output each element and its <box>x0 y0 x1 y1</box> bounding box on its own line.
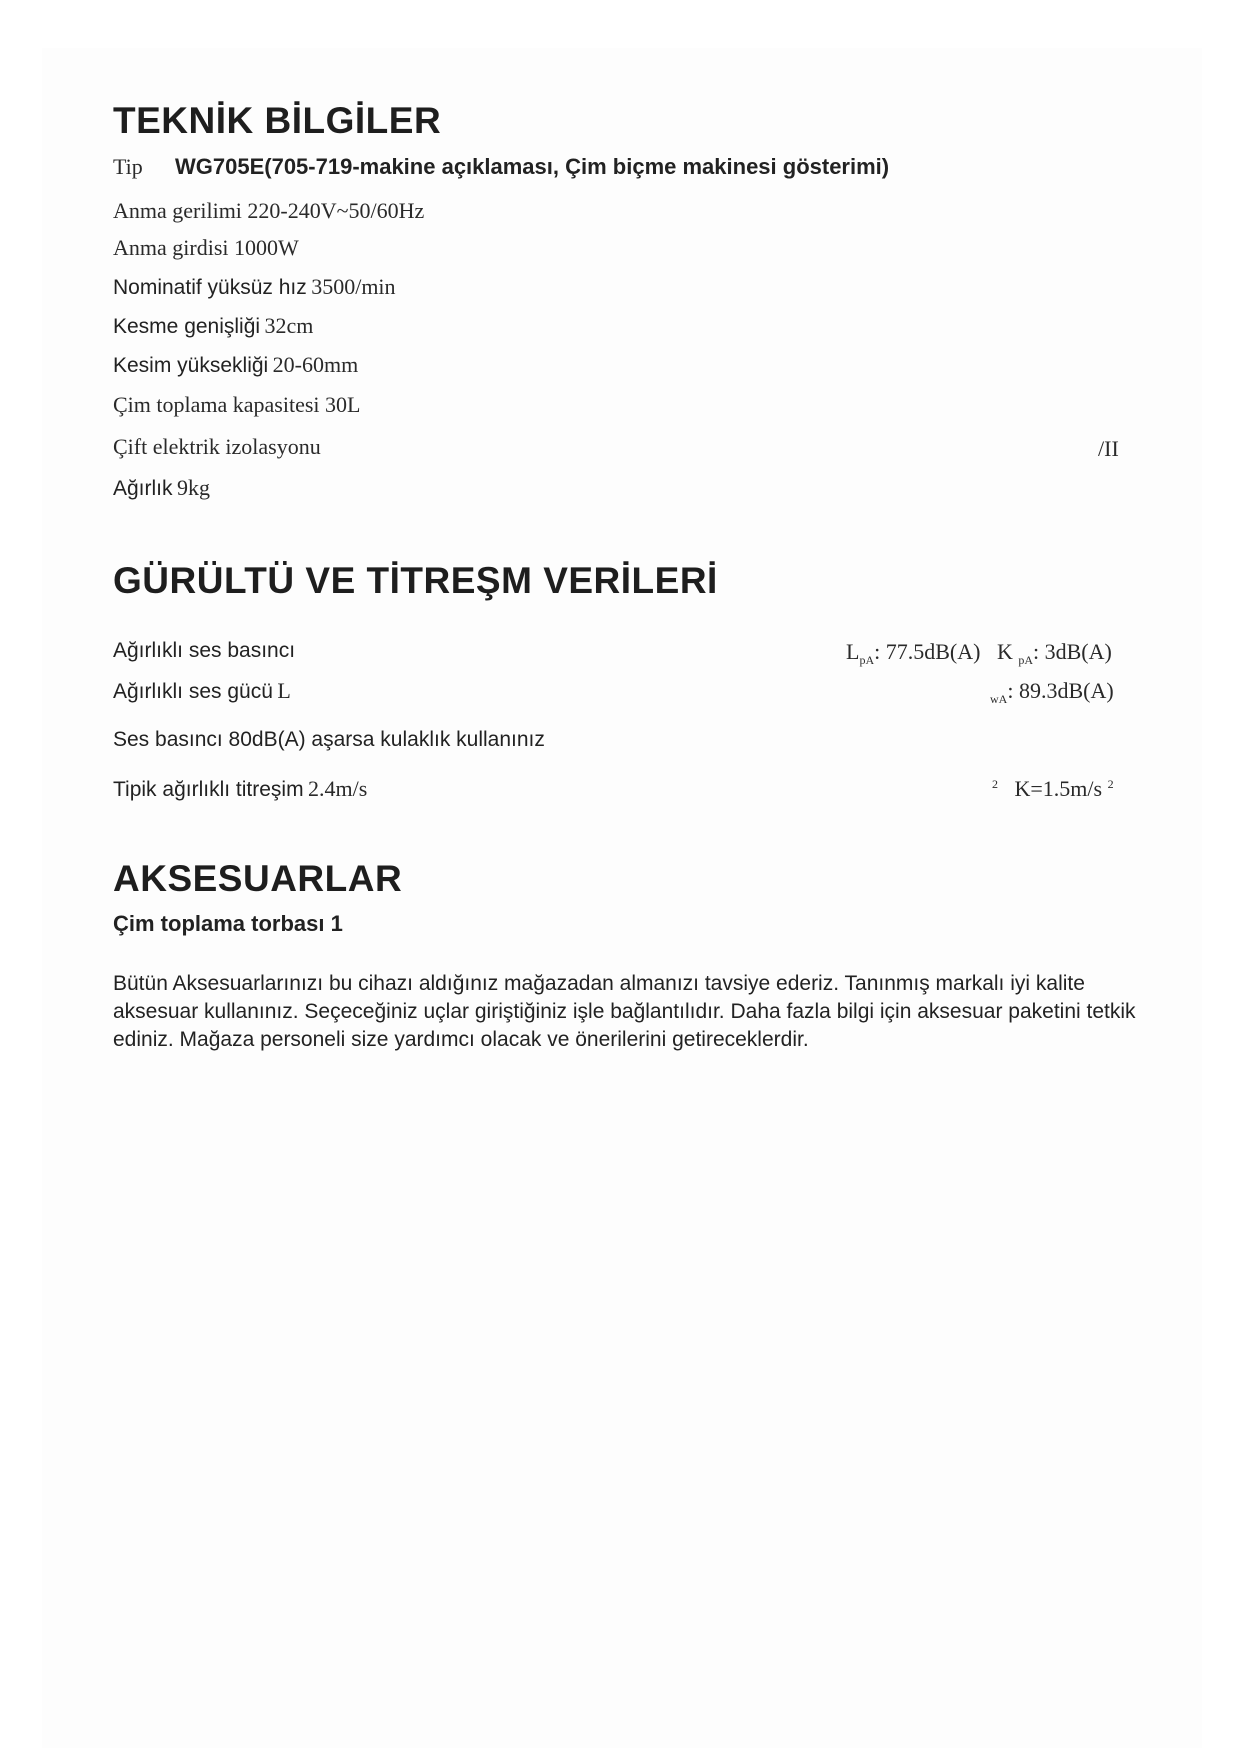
cutting-width-label: Kesme genişliği <box>113 315 261 338</box>
rated-input-label: Anma girdisi <box>113 235 229 260</box>
sound-power-subscript: wA <box>990 692 1008 706</box>
sound-power-L: L <box>277 678 291 703</box>
cutting-height-label: Kesim yüksekliği <box>113 354 269 377</box>
sound-power-row <box>113 678 291 704</box>
cutting-width-value: 32cm <box>264 313 314 338</box>
sound-pressure-values <box>846 639 1112 668</box>
noise-heading: GÜRÜLTÜ VE TİTREŞM VERİLERİ <box>113 560 718 601</box>
pressure-K-value: : 3dB(A) <box>1033 639 1112 664</box>
vibration-right <box>992 776 1114 802</box>
vibration-K: K=1.5m/s <box>1014 776 1103 801</box>
vibration-label: Tipik ağırlıklı titreşim <box>113 778 304 801</box>
tip-label: Tip <box>113 154 143 179</box>
vibration-value: 2.4m/s <box>308 776 368 801</box>
double-insulation-label: Çift elektrik izolasyonu <box>113 434 321 459</box>
sound-power-values <box>990 678 1114 707</box>
grass-capacity-value: 30L <box>325 392 361 417</box>
rated-voltage-label: Anma gerilimi <box>113 198 242 223</box>
pressure-L-subscript: pA <box>859 653 875 667</box>
vibration-K-exponent: 2 <box>1107 777 1114 791</box>
cutting-width-row <box>113 313 313 339</box>
sound-pressure-label: Ağırlıklı ses basıncı <box>113 639 296 662</box>
rated-input-row <box>113 235 299 261</box>
vibration-exponent: 2 <box>992 777 998 791</box>
accessory-item: Çim toplama torbası 1 <box>113 911 343 936</box>
grass-capacity-label: Çim toplama kapasitesi <box>113 392 320 417</box>
double-insulation-value: /II <box>1098 436 1119 461</box>
pressure-K: K <box>996 639 1013 664</box>
cutting-height-value: 20-60mm <box>272 352 359 377</box>
vibration-row <box>113 776 367 802</box>
weight-value: 9kg <box>176 475 210 500</box>
sound-power-label: Ağırlıklı ses gücü <box>113 680 273 703</box>
rated-voltage-row <box>113 198 424 224</box>
weight-label: Ağırlık <box>113 477 173 500</box>
grass-capacity-row <box>113 392 360 418</box>
tip-row <box>113 154 143 180</box>
pressure-K-subscript: pA <box>1018 653 1034 667</box>
rated-voltage-value: 220-240V~50/60Hz <box>247 198 425 223</box>
accessories-heading: AKSESUARLAR <box>113 858 403 899</box>
technical-heading: TEKNİK BİLGİLER <box>113 100 442 141</box>
rated-input-value: 1000W <box>234 235 299 260</box>
no-load-speed-row <box>113 274 396 300</box>
pressure-value: : 77.5dB(A) <box>874 639 981 664</box>
accessories-paragraph: Bütün Aksesuarlarınızı bu cihazı aldığınız mağazadan almanızı tavsiye ederiz. Tanınmış markalı iyi kalite aksesuar kullanınız. Seçeceğiniz uçlar giriştiğiniz işle bağlantılıdır. Daha fazla bilgi için aksesuar paketini tetkik ediniz. Mağaza personeli size yardımcı olacak ve önerilerini getireceklerdir. <box>113 972 1136 1051</box>
no-load-speed-value: 3500/min <box>311 274 396 299</box>
sound-power-value: : 89.3dB(A) <box>1007 678 1114 703</box>
pressure-L: L <box>846 639 860 664</box>
tip-value: WG705E(705-719-makine açıklaması, Çim biçme makinesi gösterimi) <box>175 154 890 179</box>
cutting-height-row <box>113 352 358 378</box>
weight-row <box>113 475 210 501</box>
ear-protection-note: Ses basıncı 80dB(A) aşarsa kulaklık kullanınız <box>113 728 545 751</box>
no-load-speed-label: Nominatif yüksüz hız <box>113 276 307 299</box>
